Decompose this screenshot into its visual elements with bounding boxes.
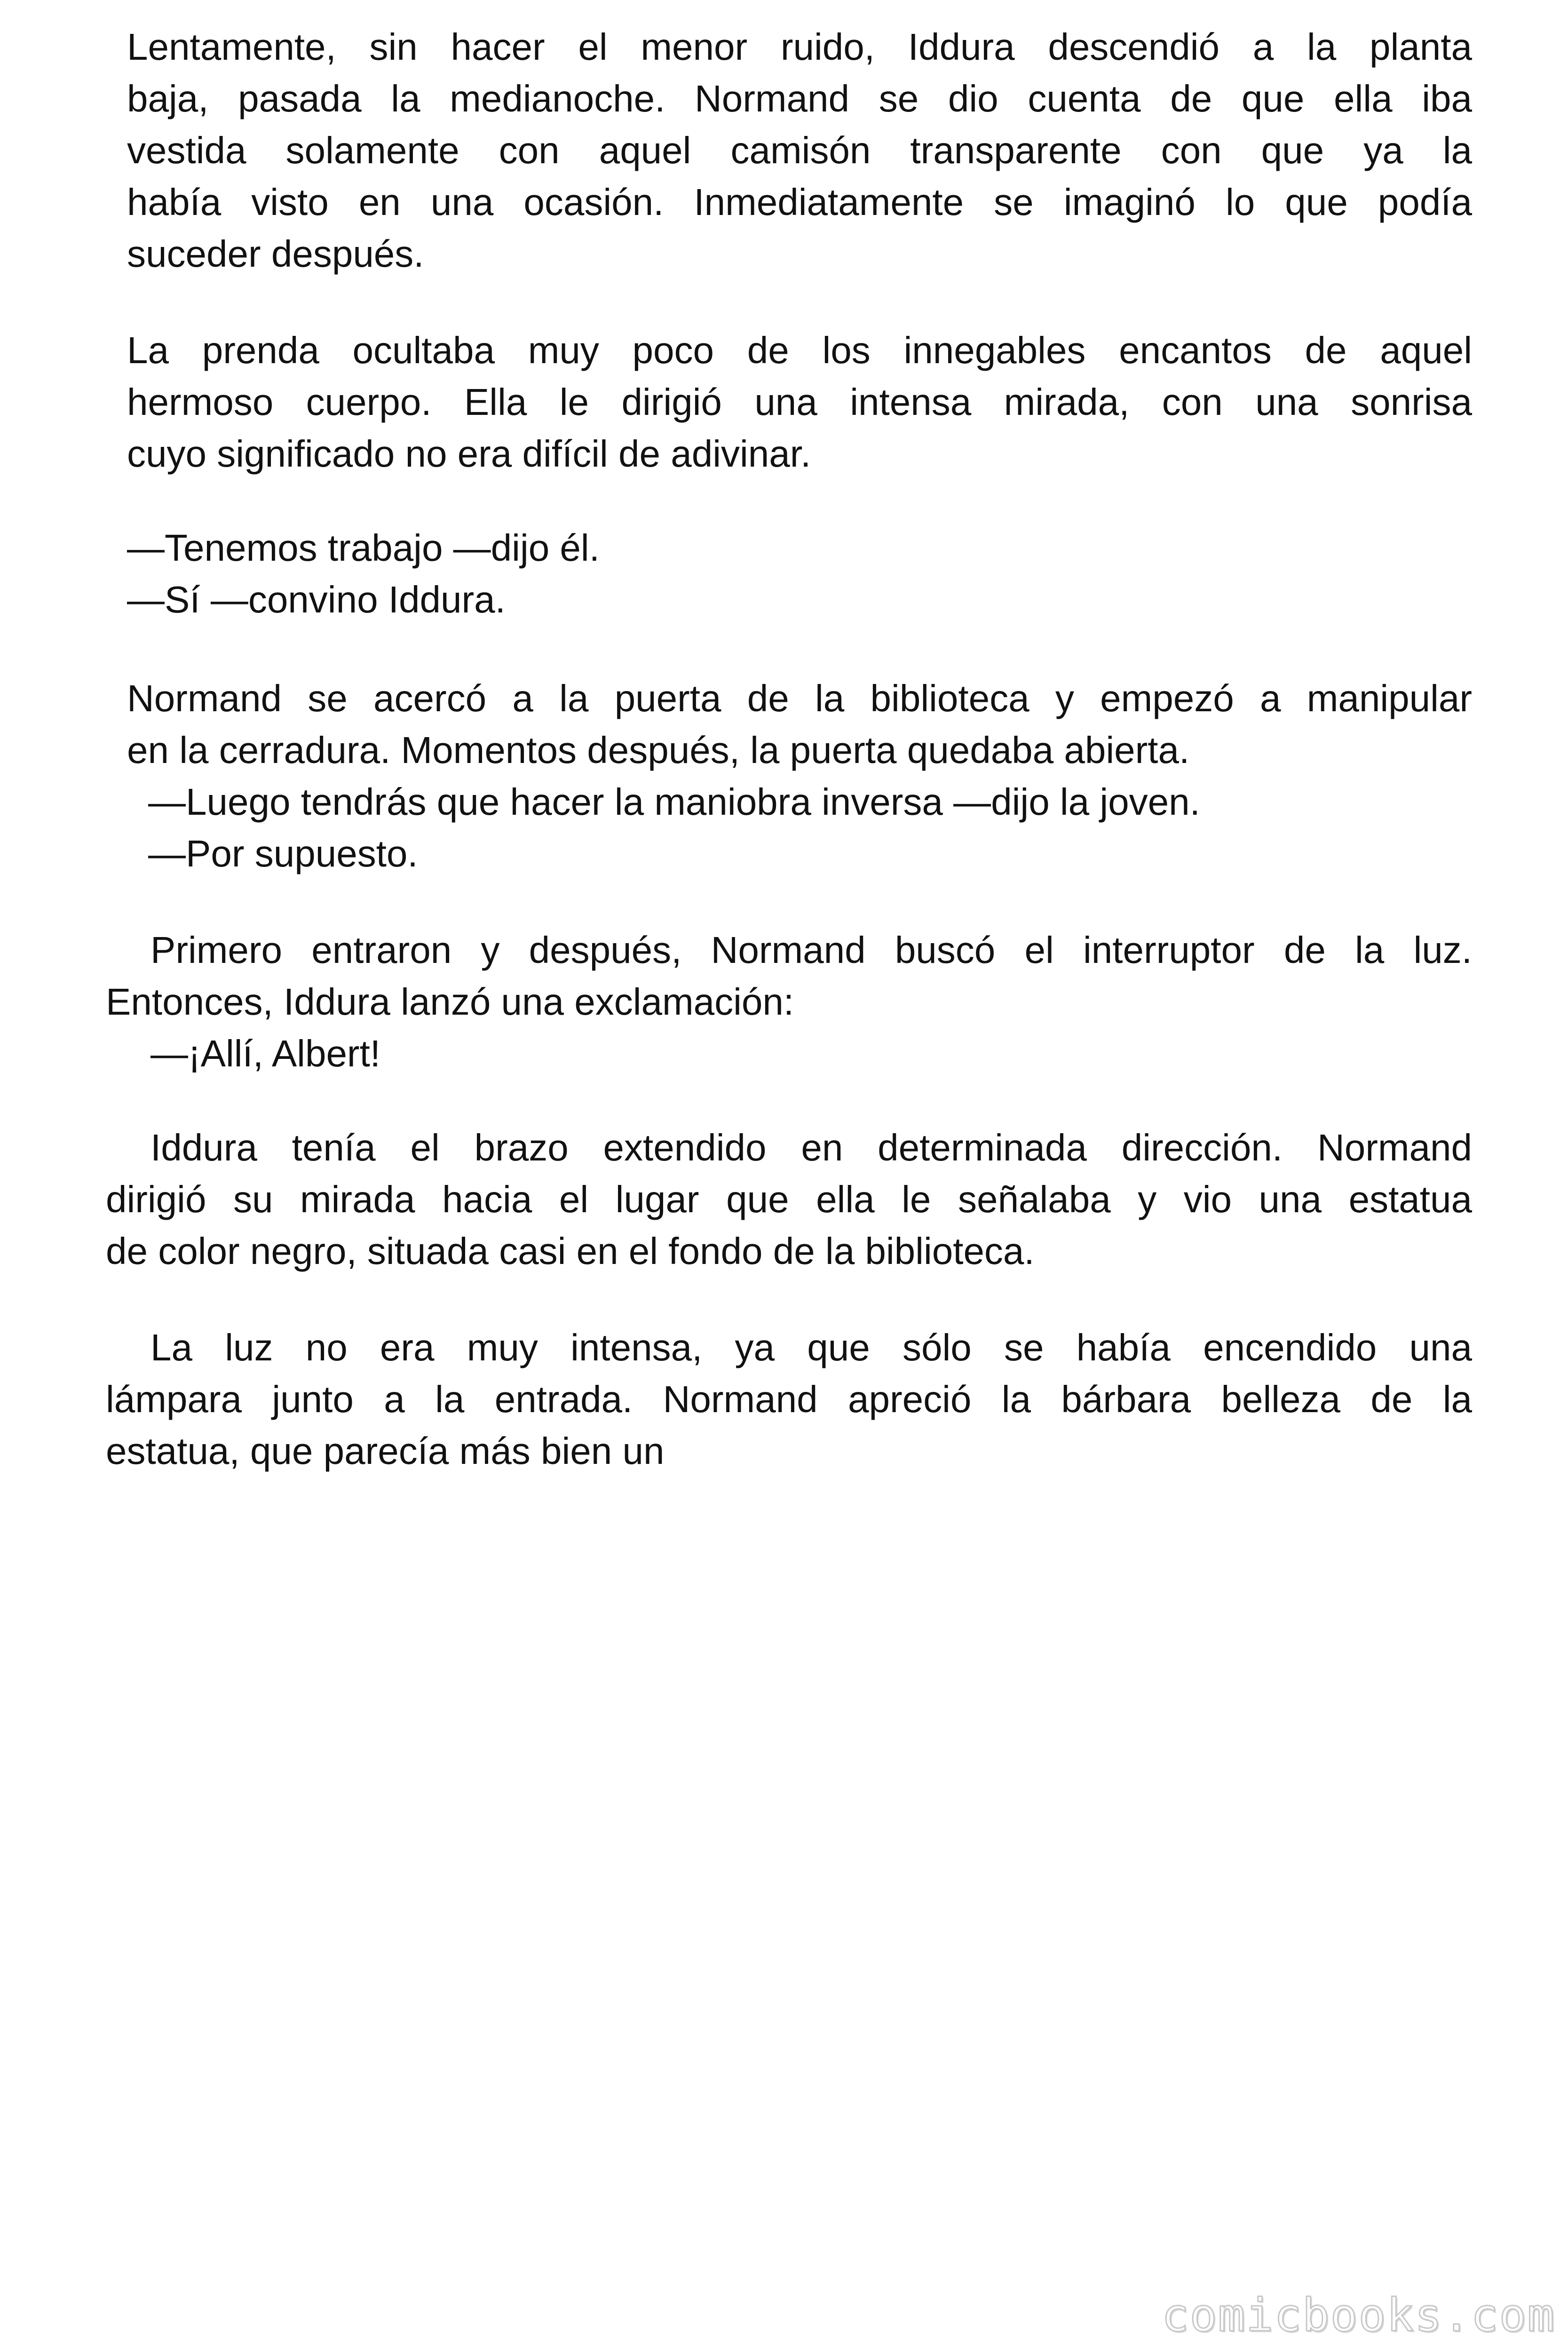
paragraph-3 [127, 522, 1472, 626]
paragraph-6 [106, 1122, 1472, 1277]
text-line: de color negro, situada casi en el fondo de la biblioteca. [106, 1230, 1035, 1272]
paragraph-5 [106, 924, 1472, 1080]
paragraph-2 [127, 325, 1472, 480]
text-line: había visto en una ocasión. Inmediatamente se imaginó lo que podía [127, 181, 1472, 223]
text-line: vestida solamente con aquel camisón transparente con que ya la [127, 129, 1472, 171]
text-line: Lentamente, sin hacer el menor ruido, Iddura descendió a la planta [127, 26, 1472, 68]
dialogue-line: —Sí —convino Iddura. [127, 579, 506, 620]
text-line: dirigió su mirada hacia el lugar que ella le señalaba y vio una estatua [106, 1178, 1472, 1220]
text-line: lámpara junto a la entrada. Normand apreció la bárbara belleza de la [106, 1378, 1472, 1420]
text-line: en la cerradura. Momentos después, la puerta quedaba abierta. [127, 729, 1190, 771]
text-line: Iddura tenía el brazo extendido en determinada dirección. Normand [150, 1127, 1472, 1168]
text-line: Primero entraron y después, Normand buscó el interruptor de la luz. [150, 929, 1472, 971]
text-line: baja, pasada la medianoche. Normand se dio cuenta de que ella iba [127, 78, 1472, 119]
text-line: cuyo significado no era difícil de adivinar. [127, 433, 811, 475]
text-line: hermoso cuerpo. Ella le dirigió una intensa mirada, con una sonrisa [127, 381, 1472, 423]
dialogue-line: —Tenemos trabajo —dijo él. [127, 527, 600, 569]
paragraph-7 [106, 1322, 1472, 1477]
text-line: La luz no era muy intensa, ya que sólo se había encendido una [150, 1327, 1472, 1368]
watermark: comicbooks.com [1162, 2289, 1556, 2342]
paragraph-1 [127, 21, 1472, 280]
dialogue-line: —¡Allí, Albert! [150, 1033, 381, 1074]
text-line: La prenda ocultaba muy poco de los innegables encantos de aquel [127, 329, 1472, 371]
text-line: Normand se acercó a la puerta de la biblioteca y empezó a manipular [127, 677, 1472, 719]
text-line: suceder después. [127, 233, 424, 275]
dialogue-line: —Por supuesto. [148, 833, 418, 874]
text-line: estatua, que parecía más bien un [106, 1430, 665, 1472]
text-line: Entonces, Iddura lanzó una exclamación: [106, 981, 794, 1023]
paragraph-4 [127, 673, 1472, 880]
dialogue-line: —Luego tendrás que hacer la maniobra inversa —dijo la joven. [148, 781, 1200, 823]
